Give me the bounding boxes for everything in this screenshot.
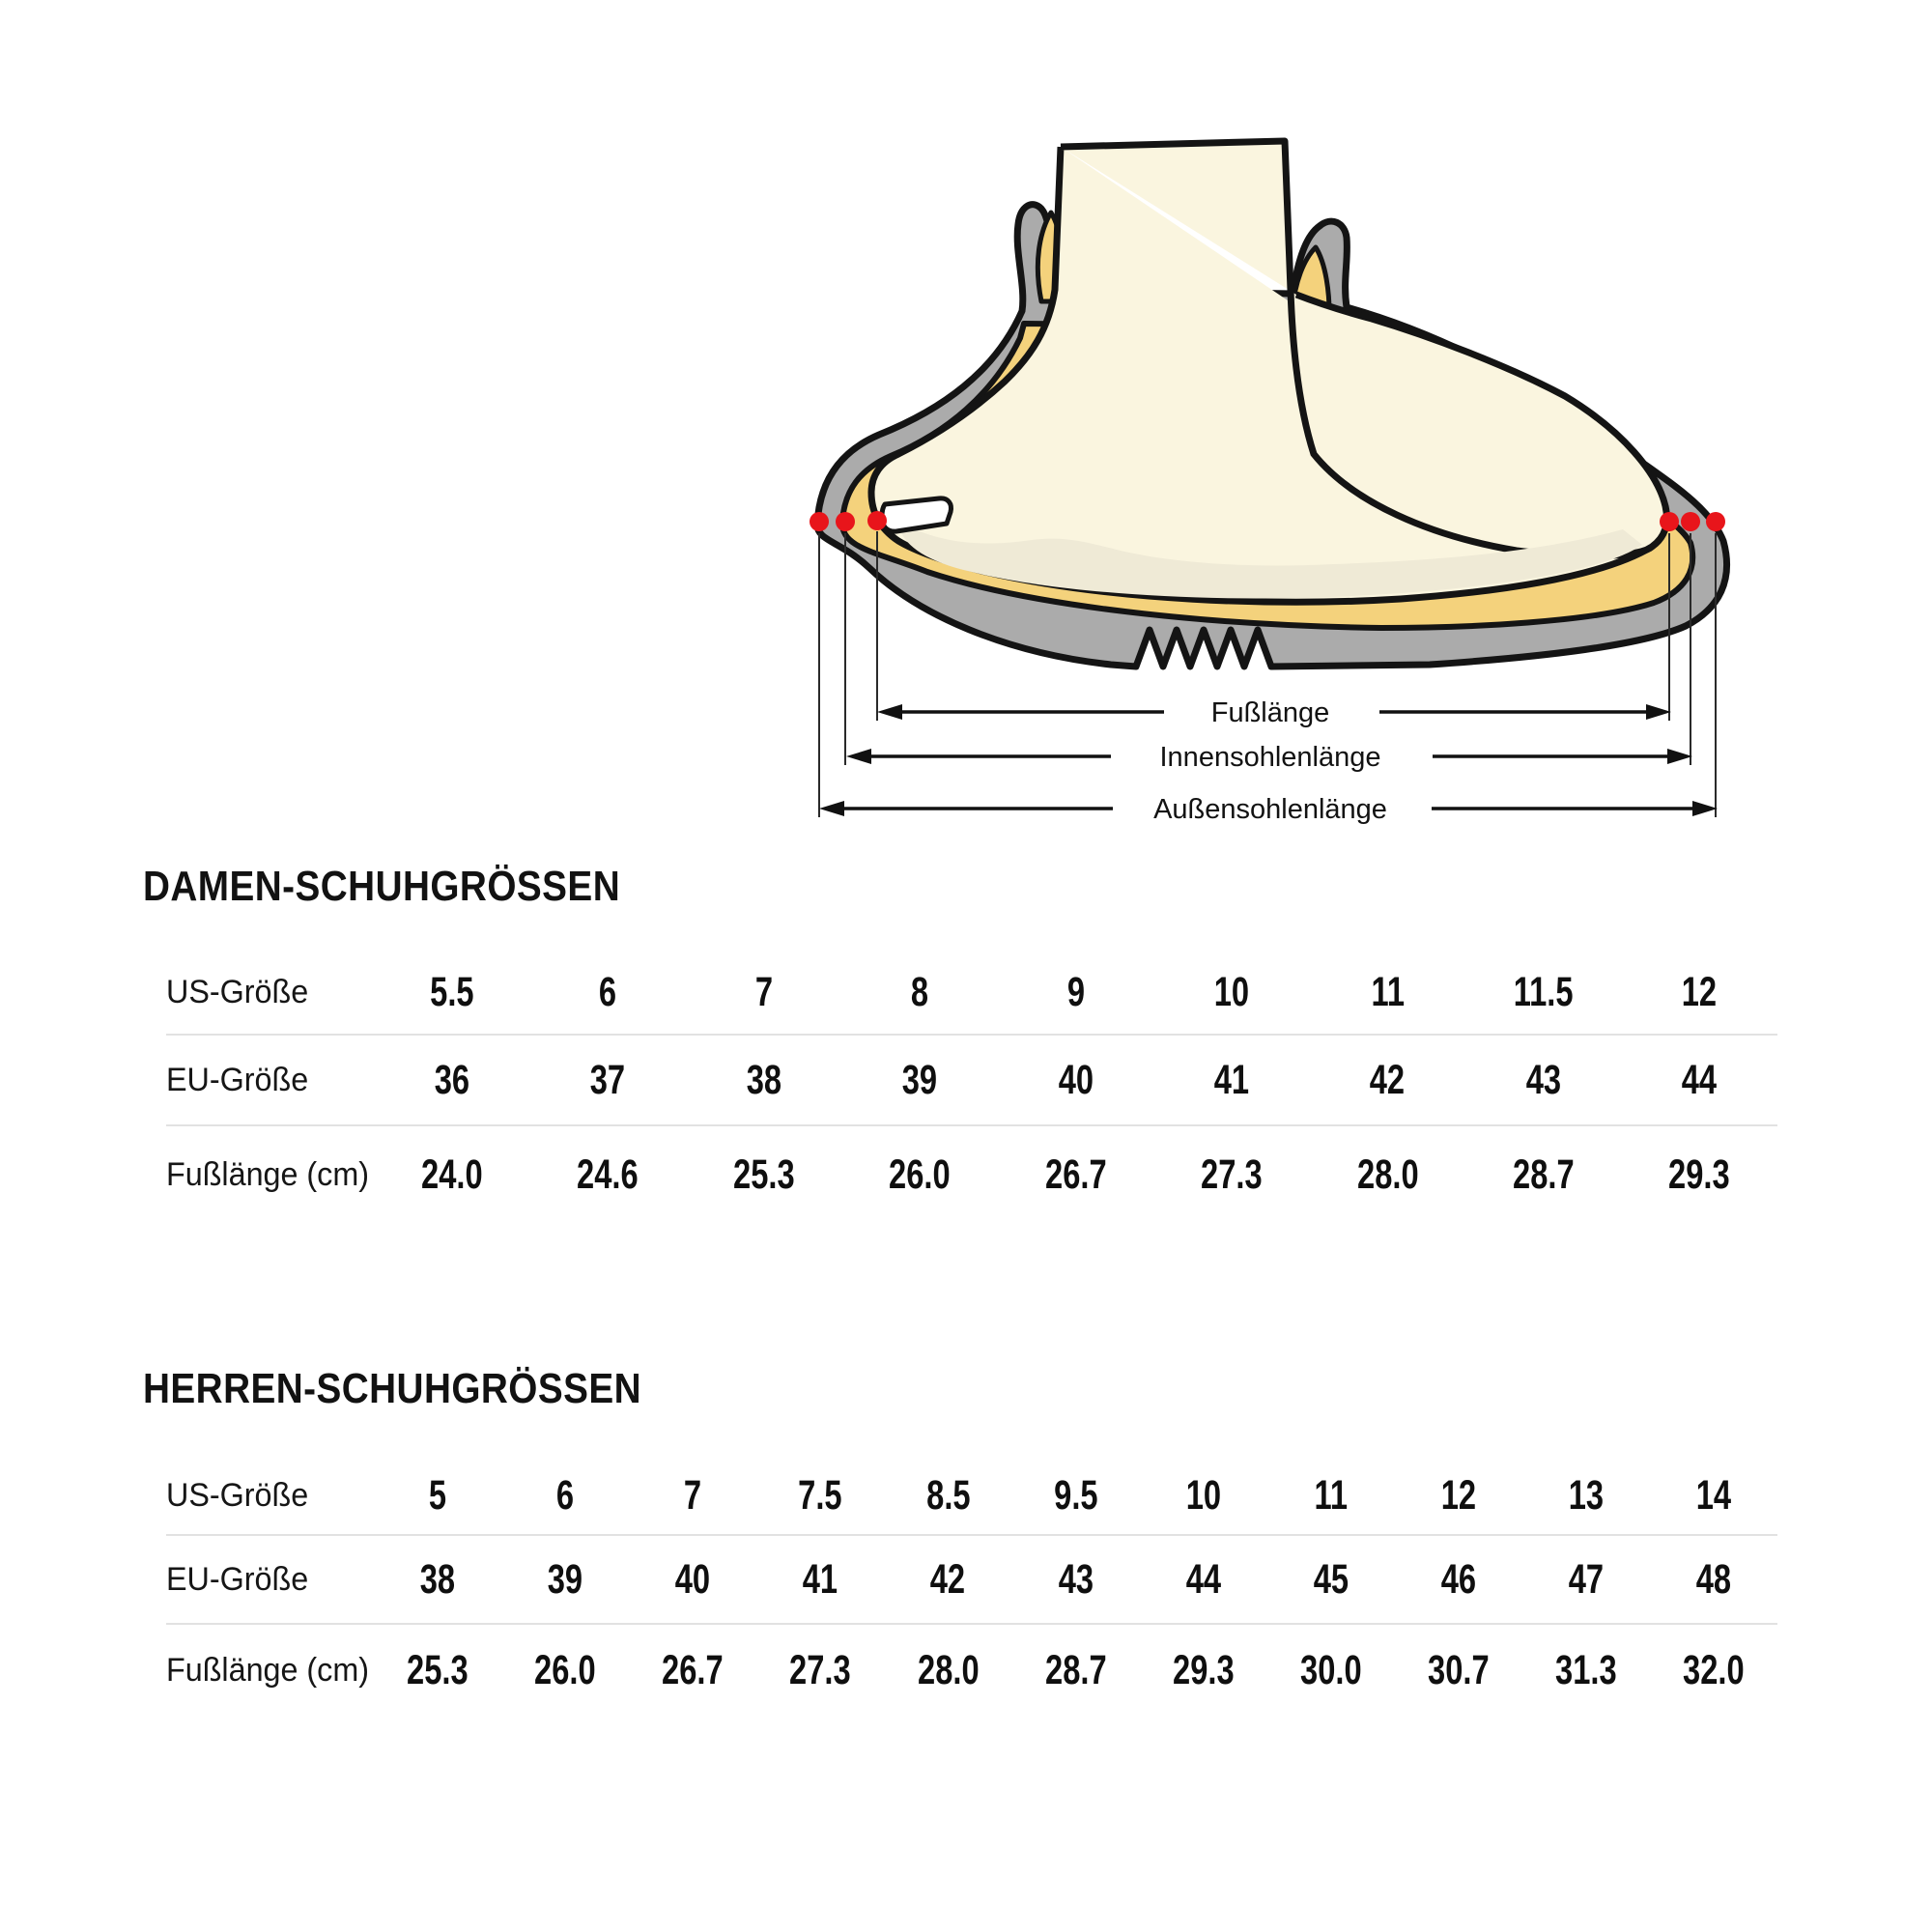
size-value: 25.3 — [732, 1151, 795, 1198]
size-value: 7.5 — [798, 1471, 843, 1519]
size-value: 6 — [556, 1471, 575, 1519]
toenail — [882, 498, 952, 531]
size-value: 26.0 — [534, 1647, 596, 1693]
outsole-length-label: Außensohlenlänge — [1153, 794, 1387, 825]
size-value: 43 — [1525, 1056, 1562, 1103]
size-value: 31.3 — [1555, 1647, 1617, 1693]
size-value: 42 — [1370, 1056, 1406, 1103]
row-values — [374, 1126, 1777, 1223]
size-value: 43 — [1058, 1555, 1094, 1603]
size-value: 11 — [1371, 969, 1405, 1015]
size-value: 13 — [1568, 1471, 1605, 1519]
row-values — [374, 952, 1777, 1034]
row-label: Fußlänge (cm) — [166, 1155, 370, 1193]
insole-length-label: Innensohlenlänge — [1159, 742, 1381, 773]
size-value: 8.5 — [925, 1471, 971, 1519]
row-label: US-Größe — [166, 974, 309, 1010]
size-value: 10 — [1185, 1471, 1221, 1519]
size-value: 26.7 — [1044, 1151, 1107, 1198]
women-sizes-section — [143, 863, 1777, 1223]
size-value: 12 — [1682, 969, 1718, 1015]
size-value: 37 — [589, 1056, 626, 1103]
size-value: 5 — [428, 1471, 447, 1519]
men-size-table — [166, 1457, 1777, 1717]
size-value: 41 — [803, 1555, 838, 1603]
row-values — [374, 1457, 1777, 1534]
men-section-title: HERREN-SCHUHGRÖSSEN — [143, 1365, 642, 1412]
size-value: 26.0 — [889, 1151, 951, 1198]
women-size-table — [166, 952, 1777, 1223]
row-values — [374, 1536, 1777, 1623]
size-value: 40 — [675, 1555, 711, 1603]
table-row — [166, 1036, 1777, 1126]
women-section-title: DAMEN-SCHUHGRÖSSEN — [143, 863, 621, 910]
row-label: US-Größe — [166, 1476, 309, 1514]
size-value: 41 — [1213, 1056, 1250, 1103]
size-value: 28.0 — [1356, 1151, 1419, 1198]
size-value: 36 — [434, 1056, 469, 1103]
size-value: 26.7 — [662, 1647, 724, 1693]
table-row — [166, 1126, 1777, 1223]
size-value: 32.0 — [1683, 1647, 1745, 1693]
size-value: 25.3 — [407, 1647, 469, 1693]
shoe-measurement-diagram — [0, 0, 1932, 850]
table-row — [166, 1536, 1777, 1625]
row-values — [374, 1036, 1777, 1124]
size-value: 44 — [1185, 1555, 1221, 1603]
size-value: 44 — [1682, 1056, 1718, 1103]
size-value: 45 — [1313, 1555, 1349, 1603]
size-value: 6 — [599, 969, 617, 1015]
size-value: 7 — [684, 1471, 702, 1519]
row-label: Fußlänge (cm) — [166, 1652, 370, 1689]
size-value: 38 — [746, 1056, 781, 1103]
size-value: 9 — [1066, 969, 1085, 1015]
size-value: 11.5 — [1513, 969, 1574, 1015]
size-value: 29.3 — [1172, 1647, 1235, 1693]
size-value: 7 — [754, 969, 773, 1015]
size-value: 29.3 — [1668, 1151, 1731, 1198]
row-values — [374, 1625, 1777, 1717]
size-value: 39 — [901, 1056, 938, 1103]
size-value: 28.0 — [917, 1647, 980, 1693]
size-value: 24.0 — [420, 1151, 483, 1198]
size-value: 14 — [1695, 1471, 1732, 1519]
size-value: 40 — [1058, 1056, 1094, 1103]
size-value: 42 — [930, 1555, 966, 1603]
row-label: EU-Größe — [166, 1061, 309, 1098]
size-value: 39 — [547, 1555, 583, 1603]
size-value: 30.7 — [1427, 1647, 1490, 1693]
size-value: 5.5 — [430, 969, 474, 1015]
row-label: EU-Größe — [166, 1560, 309, 1598]
size-value: 30.0 — [1299, 1647, 1362, 1693]
men-sizes-section — [143, 1365, 1777, 1717]
size-value: 10 — [1213, 969, 1250, 1015]
size-value: 48 — [1695, 1555, 1732, 1603]
table-row — [166, 952, 1777, 1036]
table-row — [166, 1457, 1777, 1536]
size-value: 28.7 — [1513, 1151, 1575, 1198]
size-value: 12 — [1440, 1471, 1476, 1519]
table-row — [166, 1625, 1777, 1717]
size-value: 8 — [910, 969, 929, 1015]
foot-length-label: Fußlänge — [1210, 697, 1330, 728]
size-value: 11 — [1314, 1471, 1348, 1519]
size-value: 28.7 — [1044, 1647, 1107, 1693]
size-value: 38 — [419, 1555, 456, 1603]
size-value: 27.3 — [789, 1647, 852, 1693]
size-value: 9.5 — [1053, 1471, 1098, 1519]
size-value: 24.6 — [577, 1151, 639, 1198]
size-value: 27.3 — [1201, 1151, 1263, 1198]
size-value: 47 — [1568, 1555, 1605, 1603]
size-value: 46 — [1440, 1555, 1476, 1603]
